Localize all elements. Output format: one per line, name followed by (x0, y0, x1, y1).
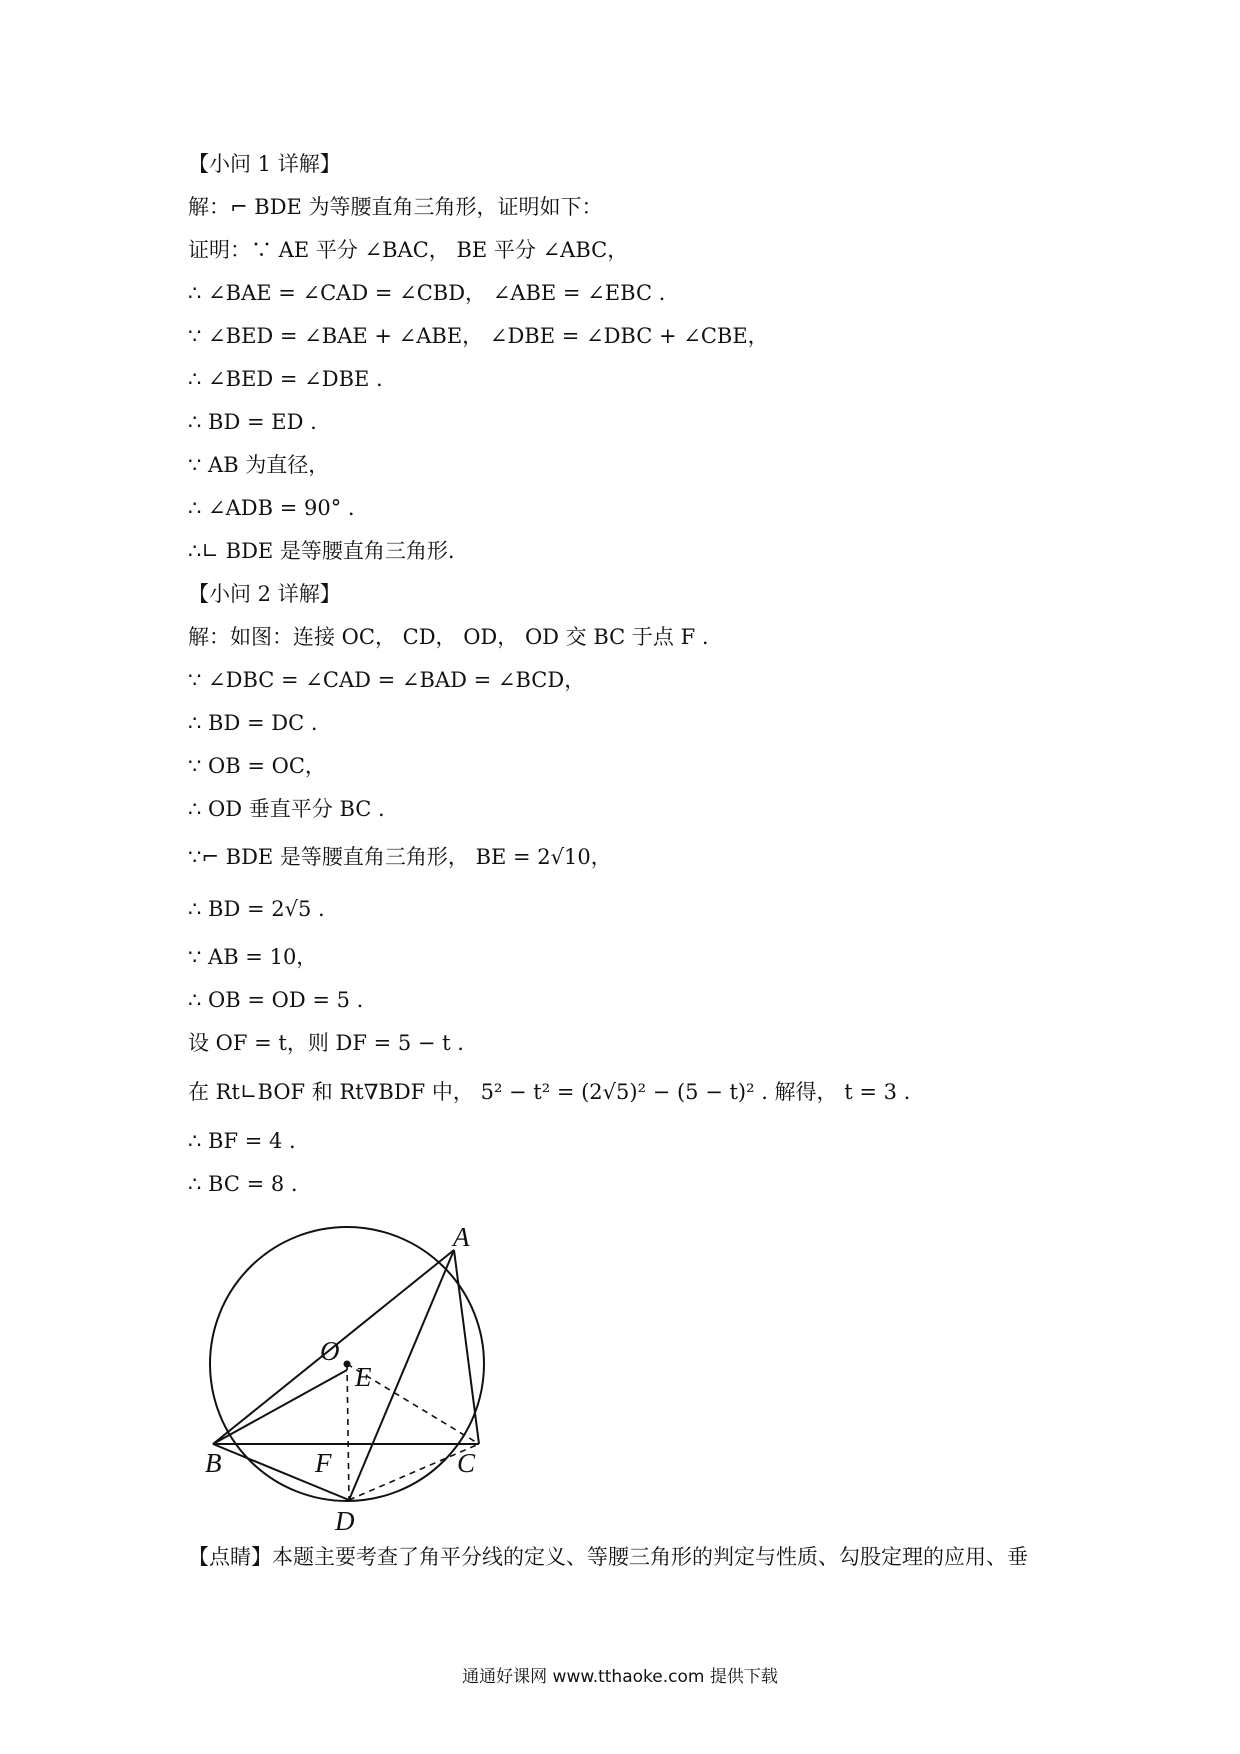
text-line: ∵ AB = 10， (188, 945, 318, 969)
text-line: ∴ ∠ADB = 90° . (188, 496, 355, 520)
text-line: ∵⌐ BDE 是等腰直角三角形， BE = 2√10， (188, 845, 612, 869)
text-line: ∴ BD = ED . (188, 410, 317, 434)
text-line: 解：如图：连接 OC， CD， OD， OD 交 BC 于点 F . (188, 625, 709, 649)
text-line: 证明：∵ AE 平分 ∠BAC， BE 平分 ∠ABC， (188, 238, 629, 262)
text-line: ∴ BC = 8 . (188, 1172, 298, 1196)
text-line: ∵ OB = OC， (188, 754, 326, 778)
text-line: ∴ BD = DC . (188, 711, 318, 735)
text-line: ∵ ∠BED = ∠BAE + ∠ABE， ∠DBE = ∠DBC + ∠CBE， (188, 324, 769, 348)
text-line: ∴∟ BDE 是等腰直角三角形. (188, 539, 455, 563)
section-heading-2: 【小问 2 详解】 (188, 582, 341, 606)
text-line: 在 Rt∟BOF 和 Rt∇BDF 中， 5² − t² = (2√5)² − (5 − t)² . 解得， t = 3 . (188, 1080, 911, 1104)
text-line: ∴ BD = 2√5 . (188, 897, 325, 921)
text-line: 设 OF = t，则 DF = 5 − t . (188, 1031, 464, 1055)
line-BE (213, 1370, 347, 1444)
geometry-diagram (205, 1222, 505, 1537)
text-line: ∴ ∠BED = ∠DBE . (188, 367, 383, 391)
center-point-O (344, 1361, 351, 1368)
text-line: ∵ ∠DBC = ∠CAD = ∠BAD = ∠BCD， (188, 668, 586, 692)
text-line: ∴ OD 垂直平分 BC . (188, 797, 385, 821)
label-O: O (320, 1336, 340, 1366)
label-E: E (355, 1362, 372, 1392)
label-A: A (453, 1222, 470, 1252)
text-line: 解：⌐ BDE 为等腰直角三角形，证明如下： (188, 195, 603, 219)
line-AC (454, 1250, 479, 1444)
text-line: ∴ BF = 4 . (188, 1129, 296, 1153)
label-F: F (315, 1448, 332, 1478)
text-line: ∵ AB 为直径， (188, 453, 330, 477)
label-C: C (457, 1448, 476, 1478)
section-heading-1: 【小问 1 详解】 (188, 152, 341, 176)
label-B: B (205, 1448, 222, 1478)
text-line: ∴ OB = OD = 5 . (188, 988, 364, 1012)
label-D: D (335, 1506, 355, 1536)
line-OD-dashed (347, 1364, 349, 1500)
footer-credit: 通通好课网 www.tthaoke.com 提供下载 (462, 1667, 778, 1687)
text-line: ∴ ∠BAE = ∠CAD = ∠CBD， ∠ABE = ∠EBC . (188, 281, 666, 305)
comment-line: 【点睛】本题主要考查了角平分线的定义、等腰三角形的判定与性质、勾股定理的应用、垂 (188, 1545, 1028, 1569)
